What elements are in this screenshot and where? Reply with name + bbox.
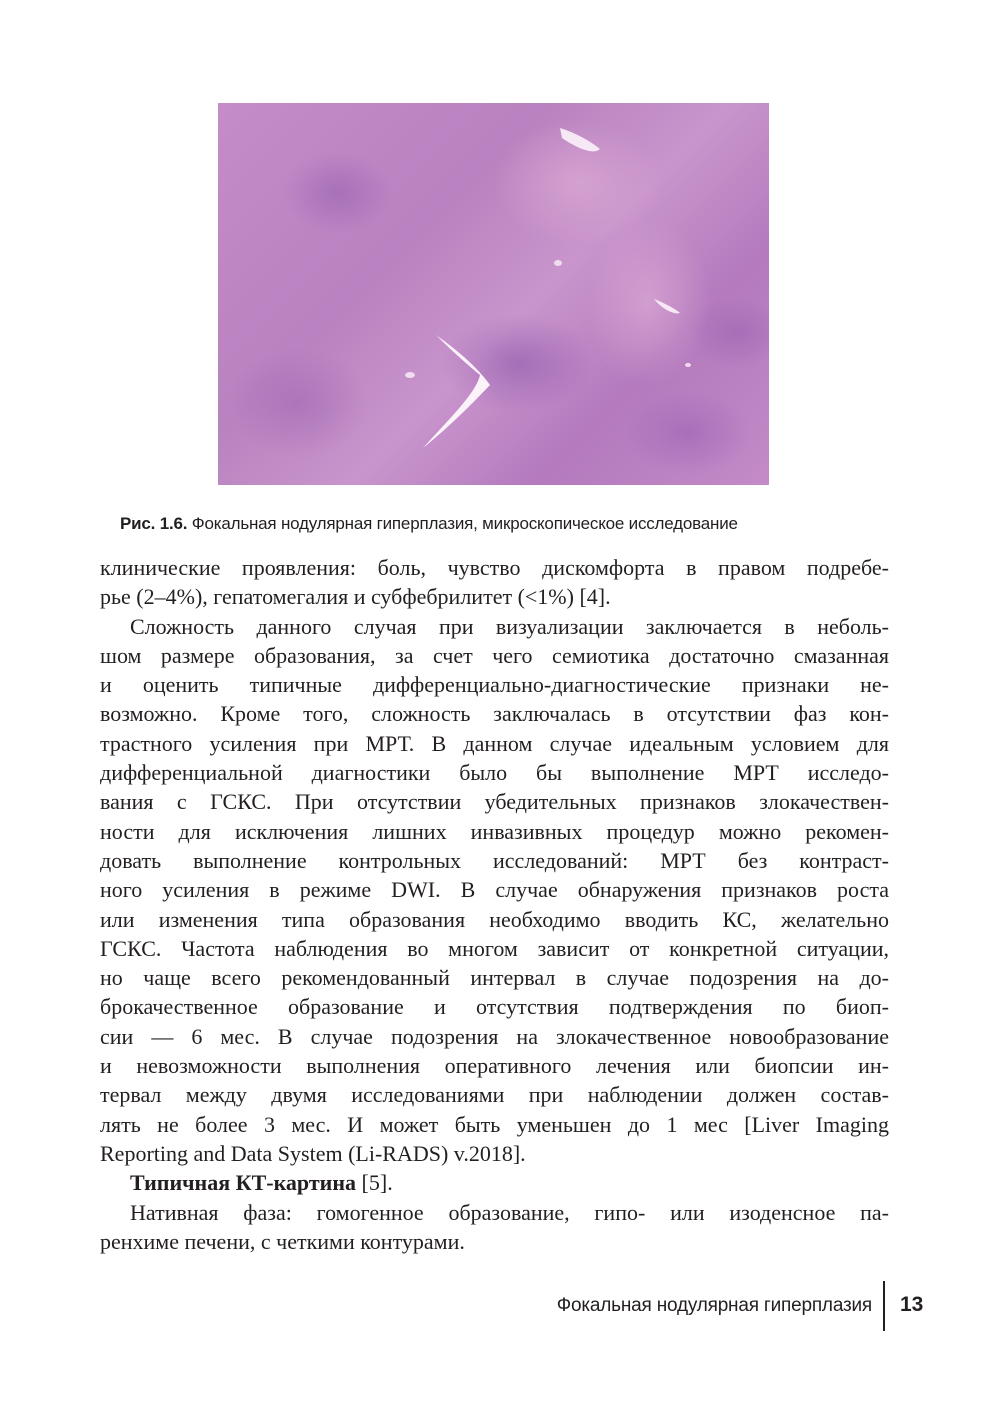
text-line: но чаще всего рекомендованный интервал в случае подозрения на до-	[100, 965, 889, 991]
text-line: вания с ГСКС. При отсутствии убедительных признаков злокачествен-	[100, 789, 889, 815]
text-line: лять не более 3 мес. И может быть уменьшен до 1 мес [Liver Imaging	[100, 1111, 889, 1137]
figure-caption	[120, 513, 900, 535]
page-number: 13	[900, 1293, 924, 1316]
caption-label: Рис. 1.6.	[120, 514, 188, 533]
text-line: ности для исключения лишних инвазивных процедур можно рекомен-	[100, 818, 889, 844]
footer-divider	[883, 1281, 885, 1331]
text-line: Сложность данного случая при визуализации заключается в неболь-	[130, 613, 889, 639]
vessel-lumen-shape	[654, 299, 680, 313]
text-line: довать выполнение контрольных исследований: МРТ без контраст-	[100, 847, 889, 873]
vessel-lumen-shape	[423, 335, 490, 448]
text-line: рье (2–4%), гепатомегалия и субфебрилитет (<1%) [4].	[100, 584, 611, 610]
vessel-lumen-shape	[405, 372, 415, 378]
text-line: возможно. Кроме того, сложность заключалась в отсутствии фаз кон-	[100, 701, 889, 727]
section-heading	[100, 1168, 889, 1197]
heading-ref: [5].	[356, 1170, 393, 1196]
vessel-lumen-shape	[560, 128, 600, 151]
body-text	[100, 553, 889, 1256]
text-line: или изменения типа образования необходимо вводить КС, желательно	[100, 906, 889, 932]
text-line: ГСКС. Частота наблюдения во многом зависит от конкретной ситуации,	[100, 935, 889, 961]
page-footer	[0, 1281, 1000, 1331]
text-line: шом размере образования, за счет чего семиотика достаточно смазанная	[100, 642, 889, 668]
text-line: Reporting and Data System (Li-RADS) v.2018].	[100, 1140, 526, 1166]
text-line: ного усиления в режиме DWI. В случае обнаружения признаков роста	[100, 877, 889, 903]
heading-bold: Типичная КТ-картина	[130, 1170, 357, 1196]
running-title: Фокальная нодулярная гиперплазия	[556, 1295, 872, 1316]
text-line: ренхиме печени, с четкими контурами.	[100, 1228, 465, 1254]
text-line: клинические проявления: боль, чувство дискомфорта в правом подребе-	[100, 555, 889, 580]
text-line: Нативная фаза: гомогенное образование, гипо- или изоденсное па-	[130, 1199, 889, 1225]
text-line: и невозможности выполнения оперативного лечения или биопсии ин-	[100, 1053, 889, 1079]
caption-text: Фокальная нодулярная гиперплазия, микроскопическое исследование	[187, 514, 738, 533]
text-line: сии — 6 мес. В случае подозрения на злокачественное новообразование	[100, 1023, 889, 1049]
text-line: дифференциальной диагностики было бы выполнение МРТ исследо-	[100, 760, 889, 786]
text-line: брокачественное образование и отсутствия подтверждения по биоп-	[100, 994, 889, 1020]
text-line: тервал между двумя исследованиями при наблюдении должен состав-	[100, 1082, 889, 1108]
vessel-lumen-shape	[685, 363, 691, 367]
vessel-lumen-shape	[554, 260, 562, 266]
micrograph-image	[218, 103, 769, 485]
text-line: трастного усиления при МРТ. В данном случае идеальным условием для	[100, 730, 889, 756]
histology-figure	[218, 103, 769, 485]
text-line: и оценить типичные дифференциально-диагностические признаки не-	[100, 672, 889, 698]
